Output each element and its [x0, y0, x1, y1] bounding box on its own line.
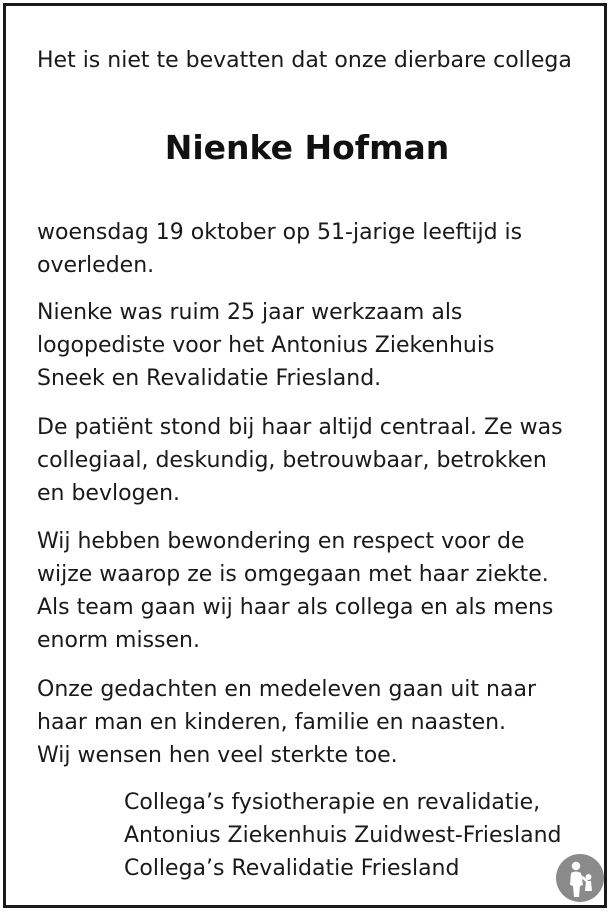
paragraph-date [37, 216, 522, 282]
text-line: enorm missen. [37, 628, 200, 653]
text-line: logopediste voor het Antonius Ziekenhuis [37, 333, 495, 358]
text-line: De patiënt stond bij haar altijd centraal. Ze was [37, 415, 563, 440]
paragraph-career [37, 296, 494, 395]
intro-text: Het is niet te bevatten dat onze dierbare collega [37, 48, 572, 73]
text-line: Als team gaan wij haar als collega en als mens [37, 595, 554, 620]
signature-line: Antonius Ziekenhuis Zuidwest-Friesland [124, 823, 562, 848]
text-line: en bevlogen. [37, 481, 180, 506]
paragraph-respect [37, 525, 553, 657]
text-line: Sneek en Revalidatie Friesland. [37, 366, 382, 391]
text-line: Nienke was ruim 25 jaar werkzaam als [37, 300, 463, 325]
signature-block [124, 786, 562, 885]
text-line: woensdag 19 oktober op 51-jarige leeftijd is [37, 220, 523, 245]
text-line: haar man en kinderen, familie en naasten. [37, 710, 507, 735]
text-line: overleden. [37, 253, 155, 278]
text-line: Onze gedachten en medeleven gaan uit naar [37, 677, 536, 702]
paragraph-character [37, 411, 563, 510]
text-line: Wij wensen hen veel sterkte toe. [37, 743, 398, 768]
text-line: collegiaal, deskundig, betrouwbaar, betrokken [37, 448, 547, 473]
signature-line: Collega’s Revalidatie Friesland [124, 856, 460, 881]
text-line: wijze waarop ze is omgegaan met haar ziekte. [37, 562, 549, 587]
signature-line: Collega’s fysiotherapie en revalidatie, [124, 790, 541, 815]
paragraph-condolence [37, 673, 536, 772]
deceased-name: Nienke Hofman [164, 128, 450, 167]
text-line: Wij hebben bewondering en respect voor de [37, 529, 525, 554]
mourning-figure-icon [555, 853, 605, 903]
